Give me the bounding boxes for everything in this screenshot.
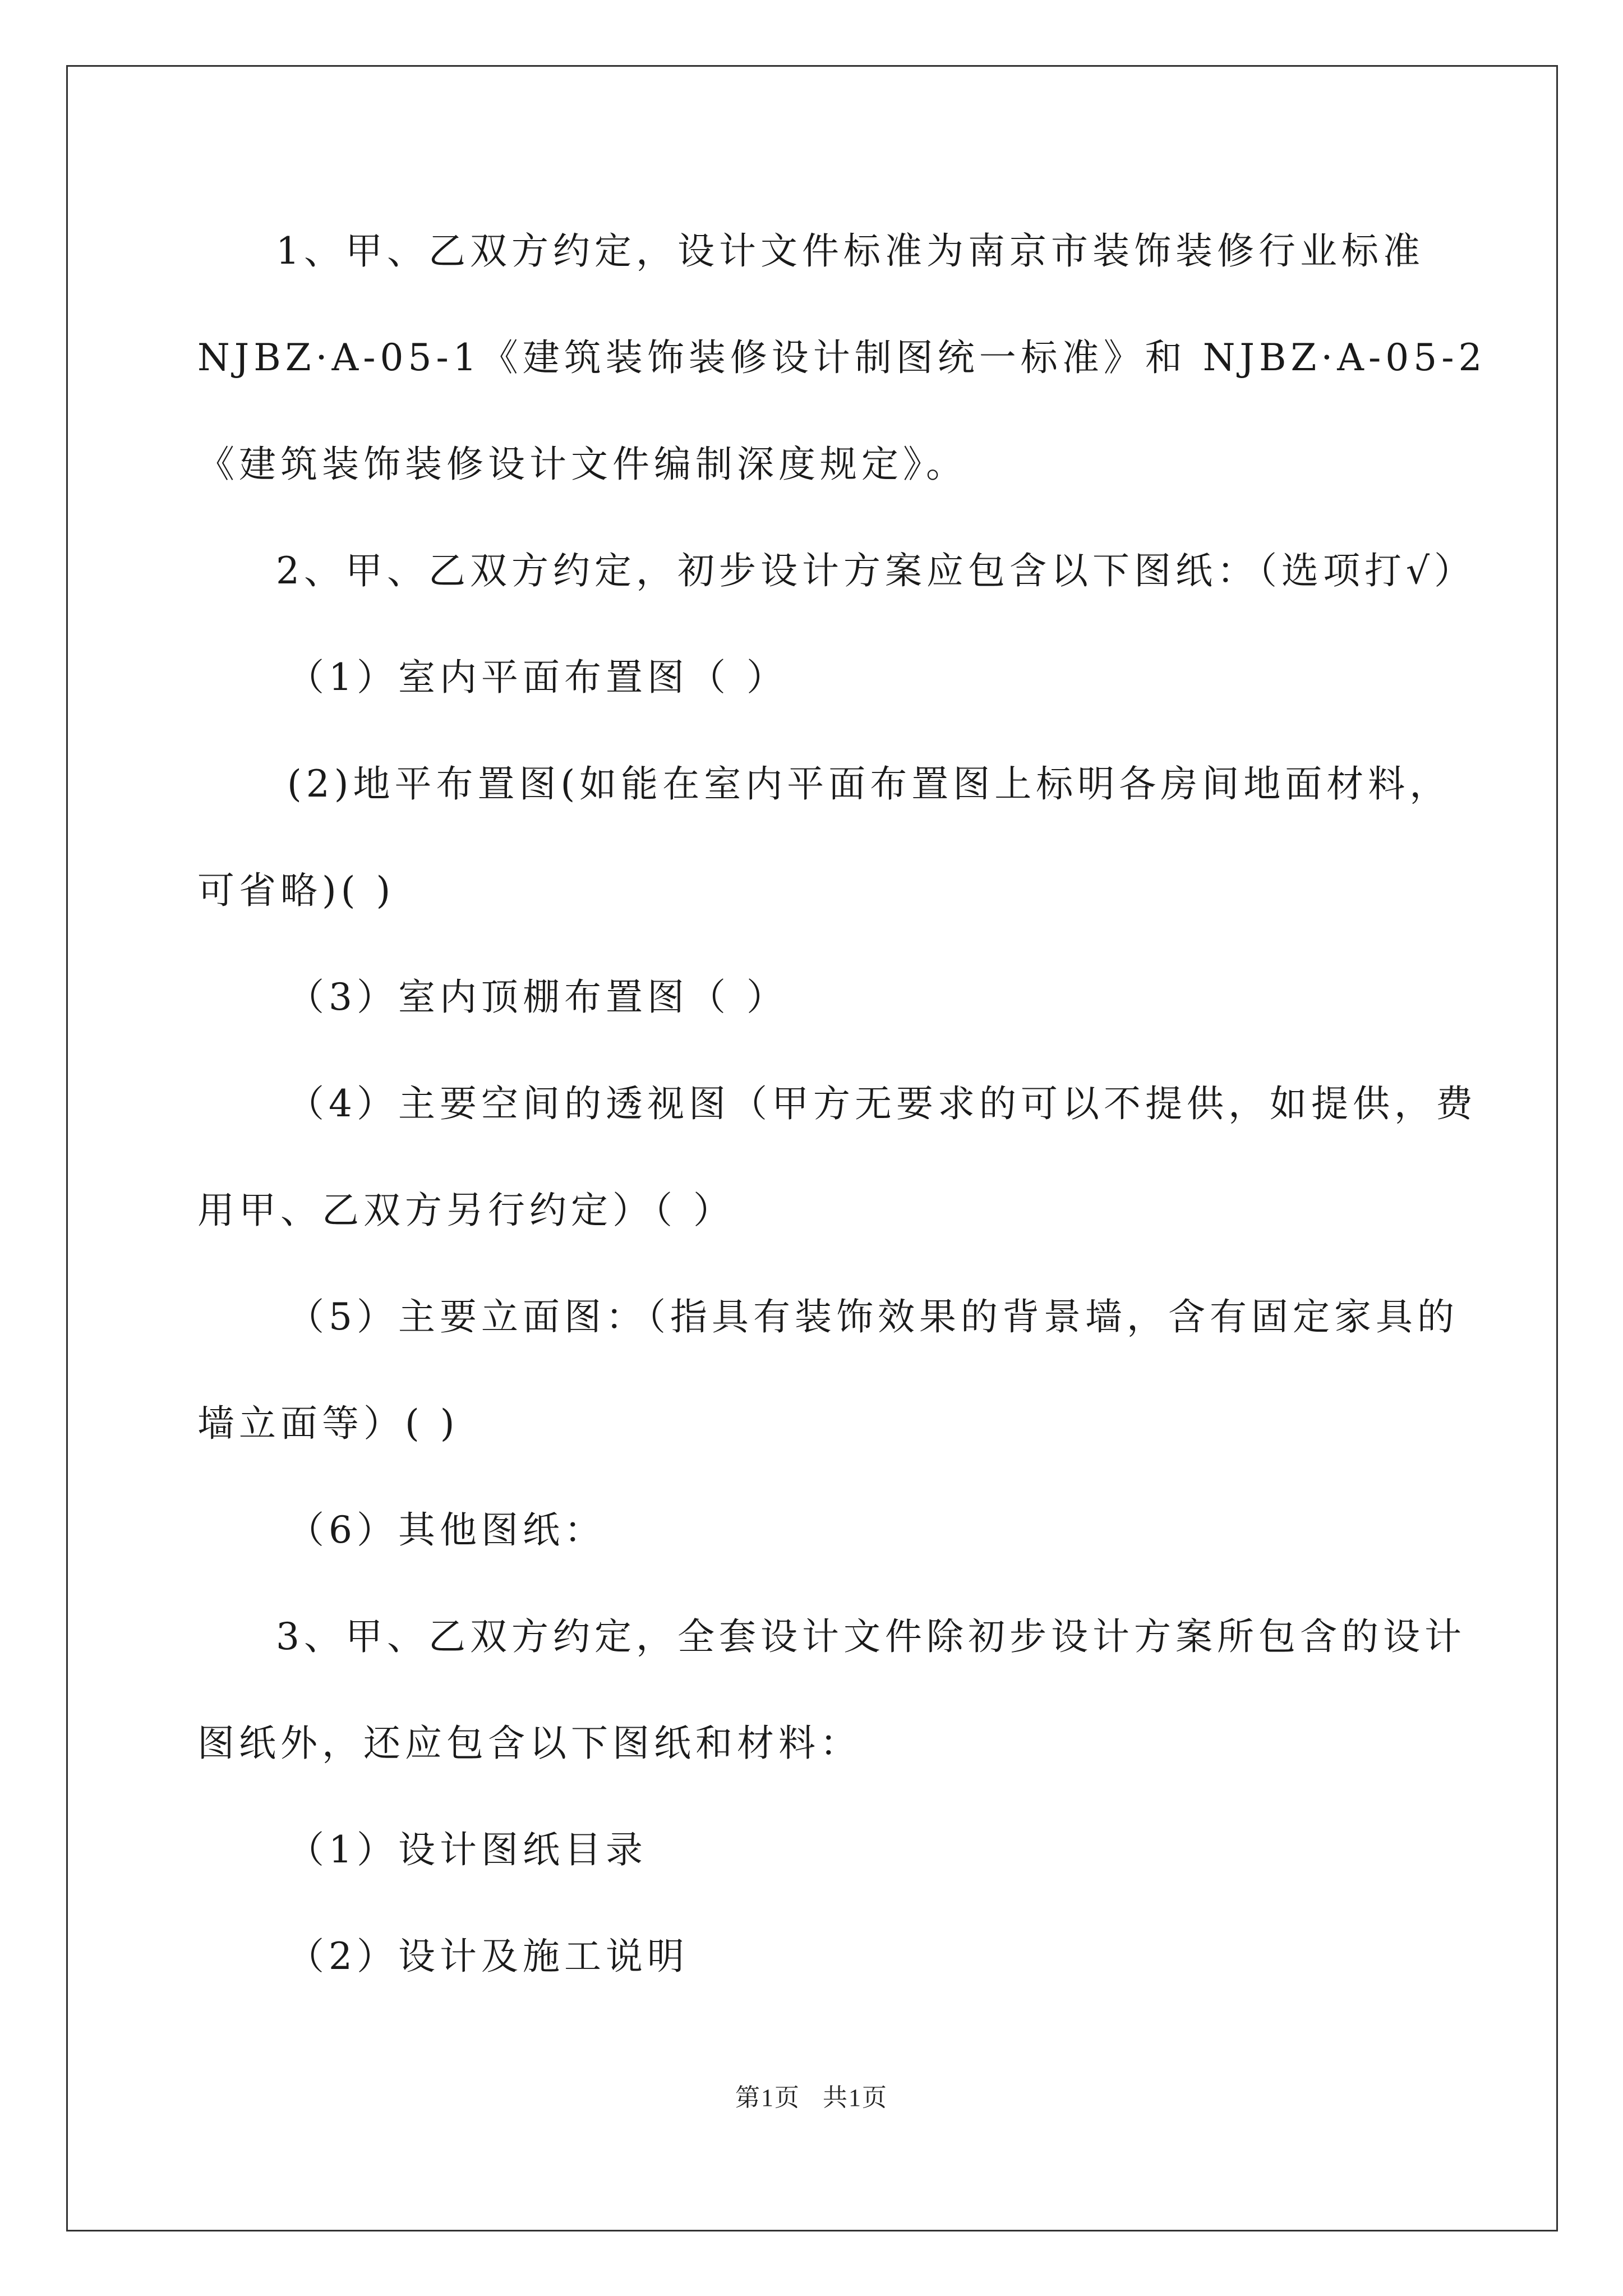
- page-number-total: 共1页: [823, 2084, 888, 2111]
- item-2-4-line-1: （4）主要空间的透视图（甲方无要求的可以不提供，如提供，费: [287, 1082, 1477, 1125]
- paragraph-3-line-2: 图纸外，还应包含以下图纸和材料：: [197, 1722, 861, 1765]
- page-border: [66, 65, 1558, 2231]
- item-2-5-line-2: 墙立面等）( ): [197, 1402, 459, 1445]
- item-3-1: （1）设计图纸目录: [287, 1828, 647, 1871]
- page-number-current: 第1页: [735, 2084, 800, 2111]
- paragraph-1-line-2: NJBZ·A-05-1《建筑装饰装修设计制图统一标准》和 NJBZ·A-05-2: [197, 336, 1487, 379]
- item-2-5-line-1: （5）主要立面图：（指具有装饰效果的背景墙，含有固定家具的: [287, 1295, 1459, 1338]
- paragraph-3-line-1: 3、甲、乙双方约定，全套设计文件除初步设计方案所包含的设计: [276, 1615, 1466, 1658]
- paragraph-1-line-3: 《建筑装饰装修设计文件编制深度规定》。: [197, 443, 967, 486]
- page-footer: [0, 2082, 1623, 2114]
- paragraph-1-line-1: 1、甲、乙双方约定，设计文件标准为南京市装饰装修行业标准: [276, 229, 1424, 273]
- item-2-3: （3）室内顶棚布置图（ ）: [287, 976, 788, 1019]
- item-2-4-line-2: 用甲、乙双方另行约定）（ ）: [197, 1189, 735, 1232]
- item-2-2-line-1: (2)地平布置图(如能在室内平面布置图上标明各房间地面材料，: [287, 762, 1451, 806]
- item-2-2-line-2: 可省略)( ): [197, 869, 395, 912]
- item-2-6: （6）其他图纸：: [287, 1508, 606, 1552]
- item-3-2: （2）设计及施工说明: [287, 1935, 689, 1978]
- paragraph-2-line-1: 2、甲、乙双方约定，初步设计方案应包含以下图纸：（选项打√）: [276, 549, 1476, 592]
- item-2-1: （1）室内平面布置图（ ）: [287, 656, 788, 699]
